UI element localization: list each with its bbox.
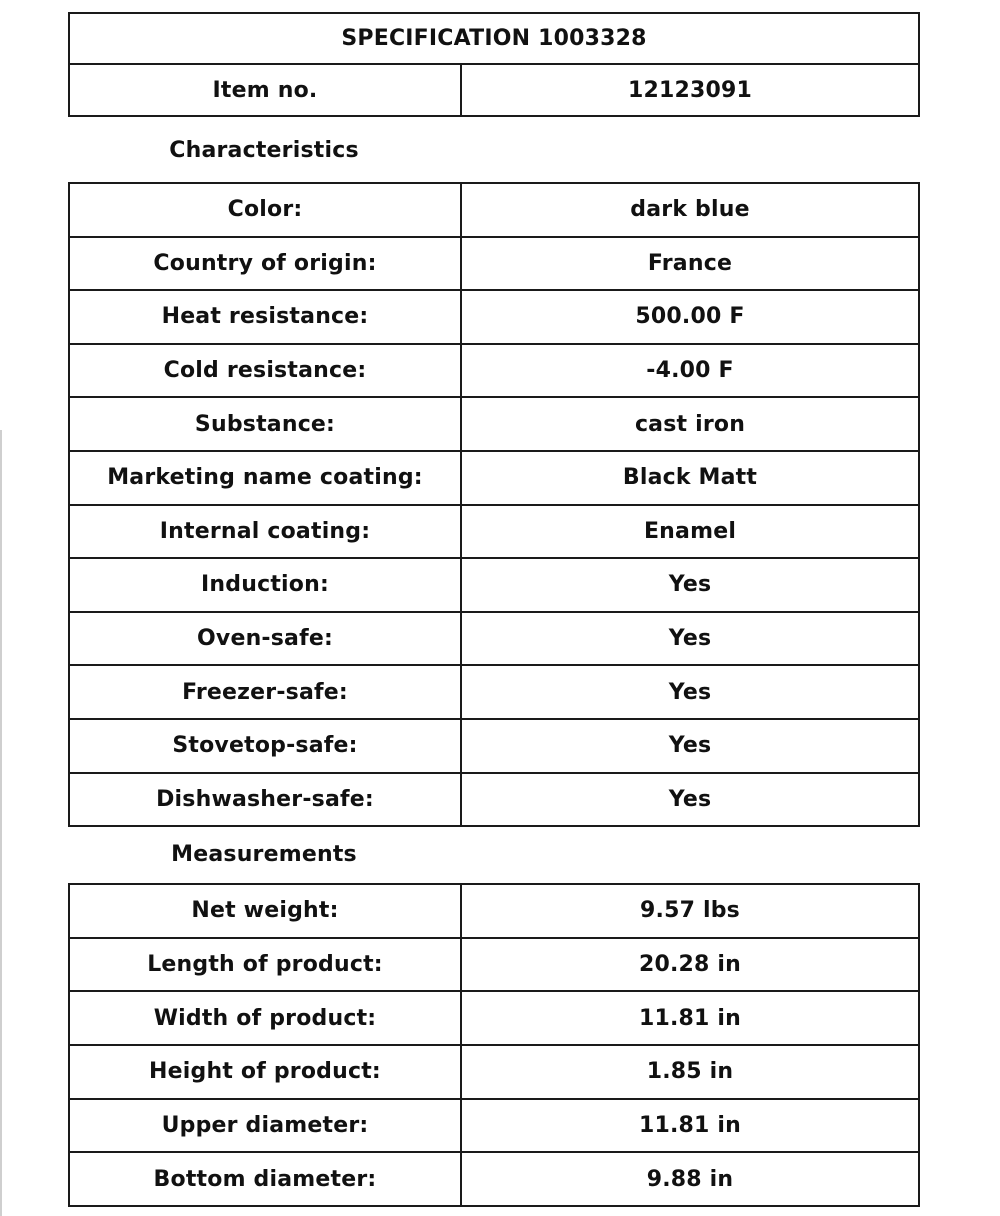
- spec-value: 500.00 F: [461, 290, 919, 344]
- spec-value: -4.00 F: [461, 344, 919, 398]
- spec-label: Length of product:: [69, 938, 461, 992]
- specification-title: SPECIFICATION 1003328: [69, 13, 919, 64]
- characteristics-row: [69, 612, 919, 666]
- spec-label: Dishwasher-safe:: [69, 773, 461, 827]
- characteristics-row: [69, 397, 919, 451]
- characteristics-row: [69, 505, 919, 559]
- spec-value: France: [461, 237, 919, 291]
- spec-label: Stovetop-safe:: [69, 719, 461, 773]
- spec-label: Height of product:: [69, 1045, 461, 1099]
- spec-label: Heat resistance:: [69, 290, 461, 344]
- characteristics-table: [68, 182, 920, 827]
- spec-label: Induction:: [69, 558, 461, 612]
- measurements-row: [69, 1152, 919, 1206]
- characteristics-row: [69, 237, 919, 291]
- characteristics-row: [69, 344, 919, 398]
- spec-label: Marketing name coating:: [69, 451, 461, 505]
- characteristics-row: [69, 290, 919, 344]
- measurements-table: [68, 883, 920, 1207]
- spec-label: Upper diameter:: [69, 1099, 461, 1153]
- spec-value: Yes: [461, 719, 919, 773]
- spec-label: Freezer-safe:: [69, 665, 461, 719]
- spec-value: Black Matt: [461, 451, 919, 505]
- spec-value: Yes: [461, 665, 919, 719]
- spec-label: Internal coating:: [69, 505, 461, 559]
- measurements-row: [69, 1045, 919, 1099]
- measurements-row: [69, 938, 919, 992]
- spec-label: Bottom diameter:: [69, 1152, 461, 1206]
- specification-header-table: [68, 12, 920, 117]
- spec-value: 1.85 in: [461, 1045, 919, 1099]
- spec-value: 9.57 lbs: [461, 884, 919, 938]
- spec-value: cast iron: [461, 397, 919, 451]
- spec-value: dark blue: [461, 183, 919, 237]
- page-edge-line: [0, 430, 2, 1216]
- spec-label: Net weight:: [69, 884, 461, 938]
- spec-label: Cold resistance:: [69, 344, 461, 398]
- spec-label: Width of product:: [69, 991, 461, 1045]
- specification-title-row: [69, 13, 919, 64]
- spec-value: 20.28 in: [461, 938, 919, 992]
- spec-value: Enamel: [461, 505, 919, 559]
- measurements-heading: Measurements: [171, 842, 357, 867]
- characteristics-heading: Characteristics: [169, 138, 359, 163]
- characteristics-row: [69, 558, 919, 612]
- measurements-row: [69, 991, 919, 1045]
- spec-label: Oven-safe:: [69, 612, 461, 666]
- spec-label: Color:: [69, 183, 461, 237]
- spec-value: 11.81 in: [461, 1099, 919, 1153]
- item-number-label: Item no.: [69, 64, 461, 116]
- spec-label: Country of origin:: [69, 237, 461, 291]
- characteristics-row: [69, 773, 919, 827]
- item-number-value: 12123091: [461, 64, 919, 116]
- spec-value: 11.81 in: [461, 991, 919, 1045]
- measurements-row: [69, 884, 919, 938]
- spec-value: Yes: [461, 612, 919, 666]
- spec-value: Yes: [461, 773, 919, 827]
- characteristics-row: [69, 665, 919, 719]
- characteristics-row: [69, 719, 919, 773]
- characteristics-row: [69, 183, 919, 237]
- item-number-row: [69, 64, 919, 116]
- spec-value: Yes: [461, 558, 919, 612]
- measurements-row: [69, 1099, 919, 1153]
- spec-label: Substance:: [69, 397, 461, 451]
- spec-value: 9.88 in: [461, 1152, 919, 1206]
- characteristics-row: [69, 451, 919, 505]
